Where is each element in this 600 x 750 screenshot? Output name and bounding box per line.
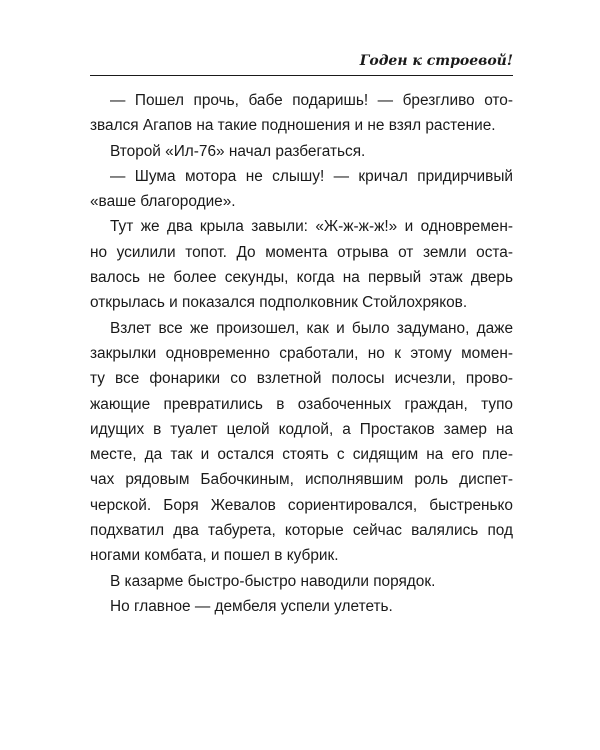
text-line: «ваше благородие». bbox=[90, 193, 236, 211]
text-line: ногами комбата, и пошел в кубрик. bbox=[90, 547, 339, 565]
paragraph bbox=[90, 164, 513, 215]
paragraph bbox=[90, 594, 513, 619]
text-line: Взлет все же произошел, как и было задумано, даже bbox=[110, 319, 513, 337]
paragraph bbox=[90, 88, 513, 139]
paragraph bbox=[90, 316, 513, 569]
header-rule bbox=[90, 75, 513, 76]
text-line: Тут же два крыла завыли: «Ж-ж-ж-ж!» и одновремен- bbox=[110, 218, 513, 236]
text-line: валось не более секунды, когда на первый этаж дверь bbox=[90, 269, 513, 287]
text-line: В казарме быстро-быстро наводили порядок. bbox=[110, 572, 436, 590]
text-line: месте, да так и остался стоять с сидящим на его пле- bbox=[90, 446, 513, 464]
text-line: открылась и показался подполковник Стойлохряков. bbox=[90, 294, 468, 312]
text-line: — Шума мотора не слышу! — кричал придирчивый bbox=[110, 167, 513, 185]
text-line: черской. Боря Жевалов сориентировался, быстренько bbox=[90, 496, 513, 514]
paragraph bbox=[90, 569, 513, 594]
text-line: чах рядовым Бабочкиным, исполнявшим роль диспет- bbox=[90, 471, 513, 489]
paragraph bbox=[90, 139, 513, 164]
text-line: ту все фонарики со взлетной полосы исчезли, прово- bbox=[90, 370, 513, 388]
text-line: Но главное — дембеля успели улететь. bbox=[110, 597, 393, 615]
text-line: подхватил два табурета, которые сейчас валялись под bbox=[90, 522, 513, 540]
text-line: жающие превратились в озабоченных граждан, тупо bbox=[90, 395, 513, 413]
text-line: идущих в туалет целой кодлой, а Простаков замер на bbox=[90, 420, 513, 438]
running-head-title: Годен к строевой! bbox=[359, 53, 513, 69]
text-line: звался Агапов на такие подношения и не взял растение. bbox=[90, 117, 496, 135]
text-line: но усилили топот. До момента отрыва от земли оста- bbox=[90, 243, 513, 261]
text-line: — Пошел прочь, бабе подаришь! — брезгливо ото- bbox=[110, 92, 513, 109]
text-line: закрылки одновременно сработали, но к этому момен- bbox=[90, 344, 513, 362]
text-line: Второй «Ил-76» начал разбегаться. bbox=[110, 142, 366, 160]
paragraph bbox=[90, 214, 513, 315]
body-text bbox=[90, 88, 513, 619]
